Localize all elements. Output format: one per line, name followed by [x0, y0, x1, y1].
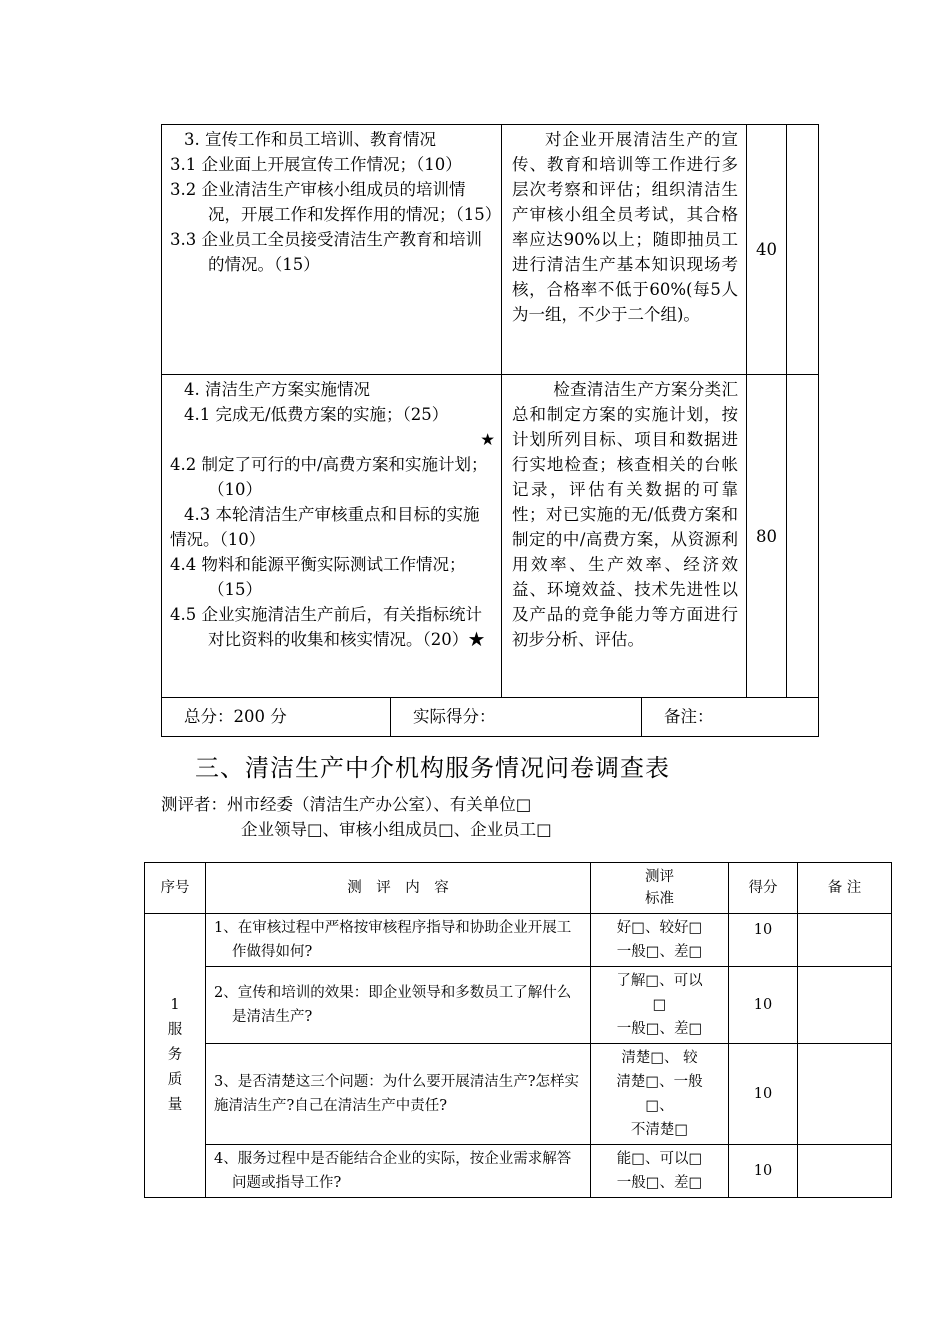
remark-label: 备注： — [664, 707, 714, 726]
section-heading: 4. 清洁生产方案实施情况 — [184, 380, 370, 399]
list-item: 4.4 物料和能源平衡实际测试工作情况；（15） — [170, 555, 466, 599]
header-remark: 备 注 — [798, 863, 892, 914]
survey-remark — [798, 914, 892, 967]
scoring-table — [161, 124, 819, 737]
survey-question: 3、是否清楚这三个问题：为什么要开展清洁生产?怎样实施清洁生产?自己在清洁生产中责任? — [206, 1044, 591, 1145]
table-row — [145, 1044, 892, 1145]
survey-score: 10 — [729, 914, 798, 967]
list-item: 3.3 企业员工全员接受清洁生产教育和培训的情况。（15） — [170, 230, 482, 274]
survey-remark — [798, 1145, 892, 1198]
section-title: 三、清洁生产中介机构服务情况问卷调查表 — [195, 754, 670, 782]
actual-score-cell — [787, 125, 819, 375]
header-content: 测 评 内 容 — [206, 863, 591, 914]
total-score: 总分：200 分 — [162, 698, 391, 736]
method-text: 对企业开展清洁生产的宣传、教育和培训等工作进行多层次考察和评估；组织清洁生产审核小组全员考试，其合格率应达90%以上；随即抽员工进行清洁生产基本知识现场考核，合格率不低于60%(每5人为一组，不少于二个组)。 — [512, 130, 738, 324]
list-item: 4.5 企业实施清洁生产前后，有关指标统计对比资料的收集和核实情况。（20）★ — [170, 605, 485, 649]
group-label: 1 服 务 质 量 — [145, 914, 206, 1198]
section-heading: 3. 宣传工作和员工培训、教育情况 — [184, 130, 436, 149]
survey-standard: 了解□、可以 □ 一般□、差□ — [591, 967, 729, 1044]
survey-remark — [798, 967, 892, 1044]
list-item: 3.2 企业清洁生产审核小组成员的培训情况，开展工作和发挥作用的情况；（15） — [170, 180, 502, 224]
header-seq: 序号 — [145, 863, 206, 914]
survey-score: 10 — [729, 1145, 798, 1198]
table-row — [145, 1145, 892, 1198]
items-cell — [162, 125, 502, 375]
table-row — [145, 914, 892, 967]
score-cell: 80 — [747, 375, 787, 698]
survey-score: 10 — [729, 967, 798, 1044]
header-standard-line1: 测评 — [645, 869, 674, 885]
survey-remark — [798, 1044, 892, 1145]
list-item: 4.2 制定了可行的中/高费方案和实施计划；（10） — [170, 455, 488, 499]
score-cell: 40 — [747, 125, 787, 375]
method-text: 检查清洁生产方案分类汇总和制定方案的实施计划，按计划所列目标、项目和数据进行实地检查；核查相关的台帐记录，评估有关数据的可靠性；对已实施的无/低费方案和制定的中/高费方案，从资源利用效率、生产效率、经济效益、环境效益、技术先进性以及产品的竞争能力等方面进行初步分析、评估。 — [512, 380, 738, 649]
summary-row — [162, 698, 819, 737]
method-cell — [502, 375, 747, 698]
actual-score-label: 实际得分： — [391, 698, 642, 736]
header-score: 得分 — [729, 863, 798, 914]
header-standard-line2: 标准 — [645, 891, 674, 907]
table-row — [162, 375, 819, 698]
list-item: 4.3 本轮清洁生产审核重点和目标的实施情况。（10） — [170, 505, 480, 549]
table-row — [162, 125, 819, 375]
survey-score: 10 — [729, 1044, 798, 1145]
star-mark: ★ — [480, 430, 495, 449]
header-row — [145, 863, 892, 914]
header-standard — [591, 863, 729, 914]
survey-table — [144, 862, 892, 1198]
list-item: 4.1 完成无/低费方案的实施；（25） — [184, 405, 449, 424]
survey-standard: 好□、较好□ 一般□、差□ — [591, 914, 729, 967]
survey-standard: 能□、可以□ 一般□、差□ — [591, 1145, 729, 1198]
survey-standard: 清楚□、 较 清楚□、一般 □、 不清楚□ — [591, 1044, 729, 1145]
survey-question: 2、宣传和培训的效果：即企业领导和多数员工了解什么是清洁生产? — [206, 967, 591, 1044]
reviewer-line-1: 测评者：州市经委（清洁生产办公室）、有关单位□ — [161, 795, 532, 814]
table-row — [145, 967, 892, 1044]
reviewer-line-2: 企业领导□、审核小组成员□、企业员工□ — [241, 820, 552, 839]
survey-question: 4、服务过程中是否能结合企业的实际，按企业需求解答问题或指导工作? — [206, 1145, 591, 1198]
survey-question: 1、在审核过程中严格按审核程序指导和协助企业开展工作做得如何? — [206, 914, 591, 967]
method-cell — [502, 125, 747, 375]
list-item: 3.1 企业面上开展宣传工作情况；（10） — [170, 155, 462, 174]
items-cell — [162, 375, 502, 698]
actual-score-cell — [787, 375, 819, 698]
